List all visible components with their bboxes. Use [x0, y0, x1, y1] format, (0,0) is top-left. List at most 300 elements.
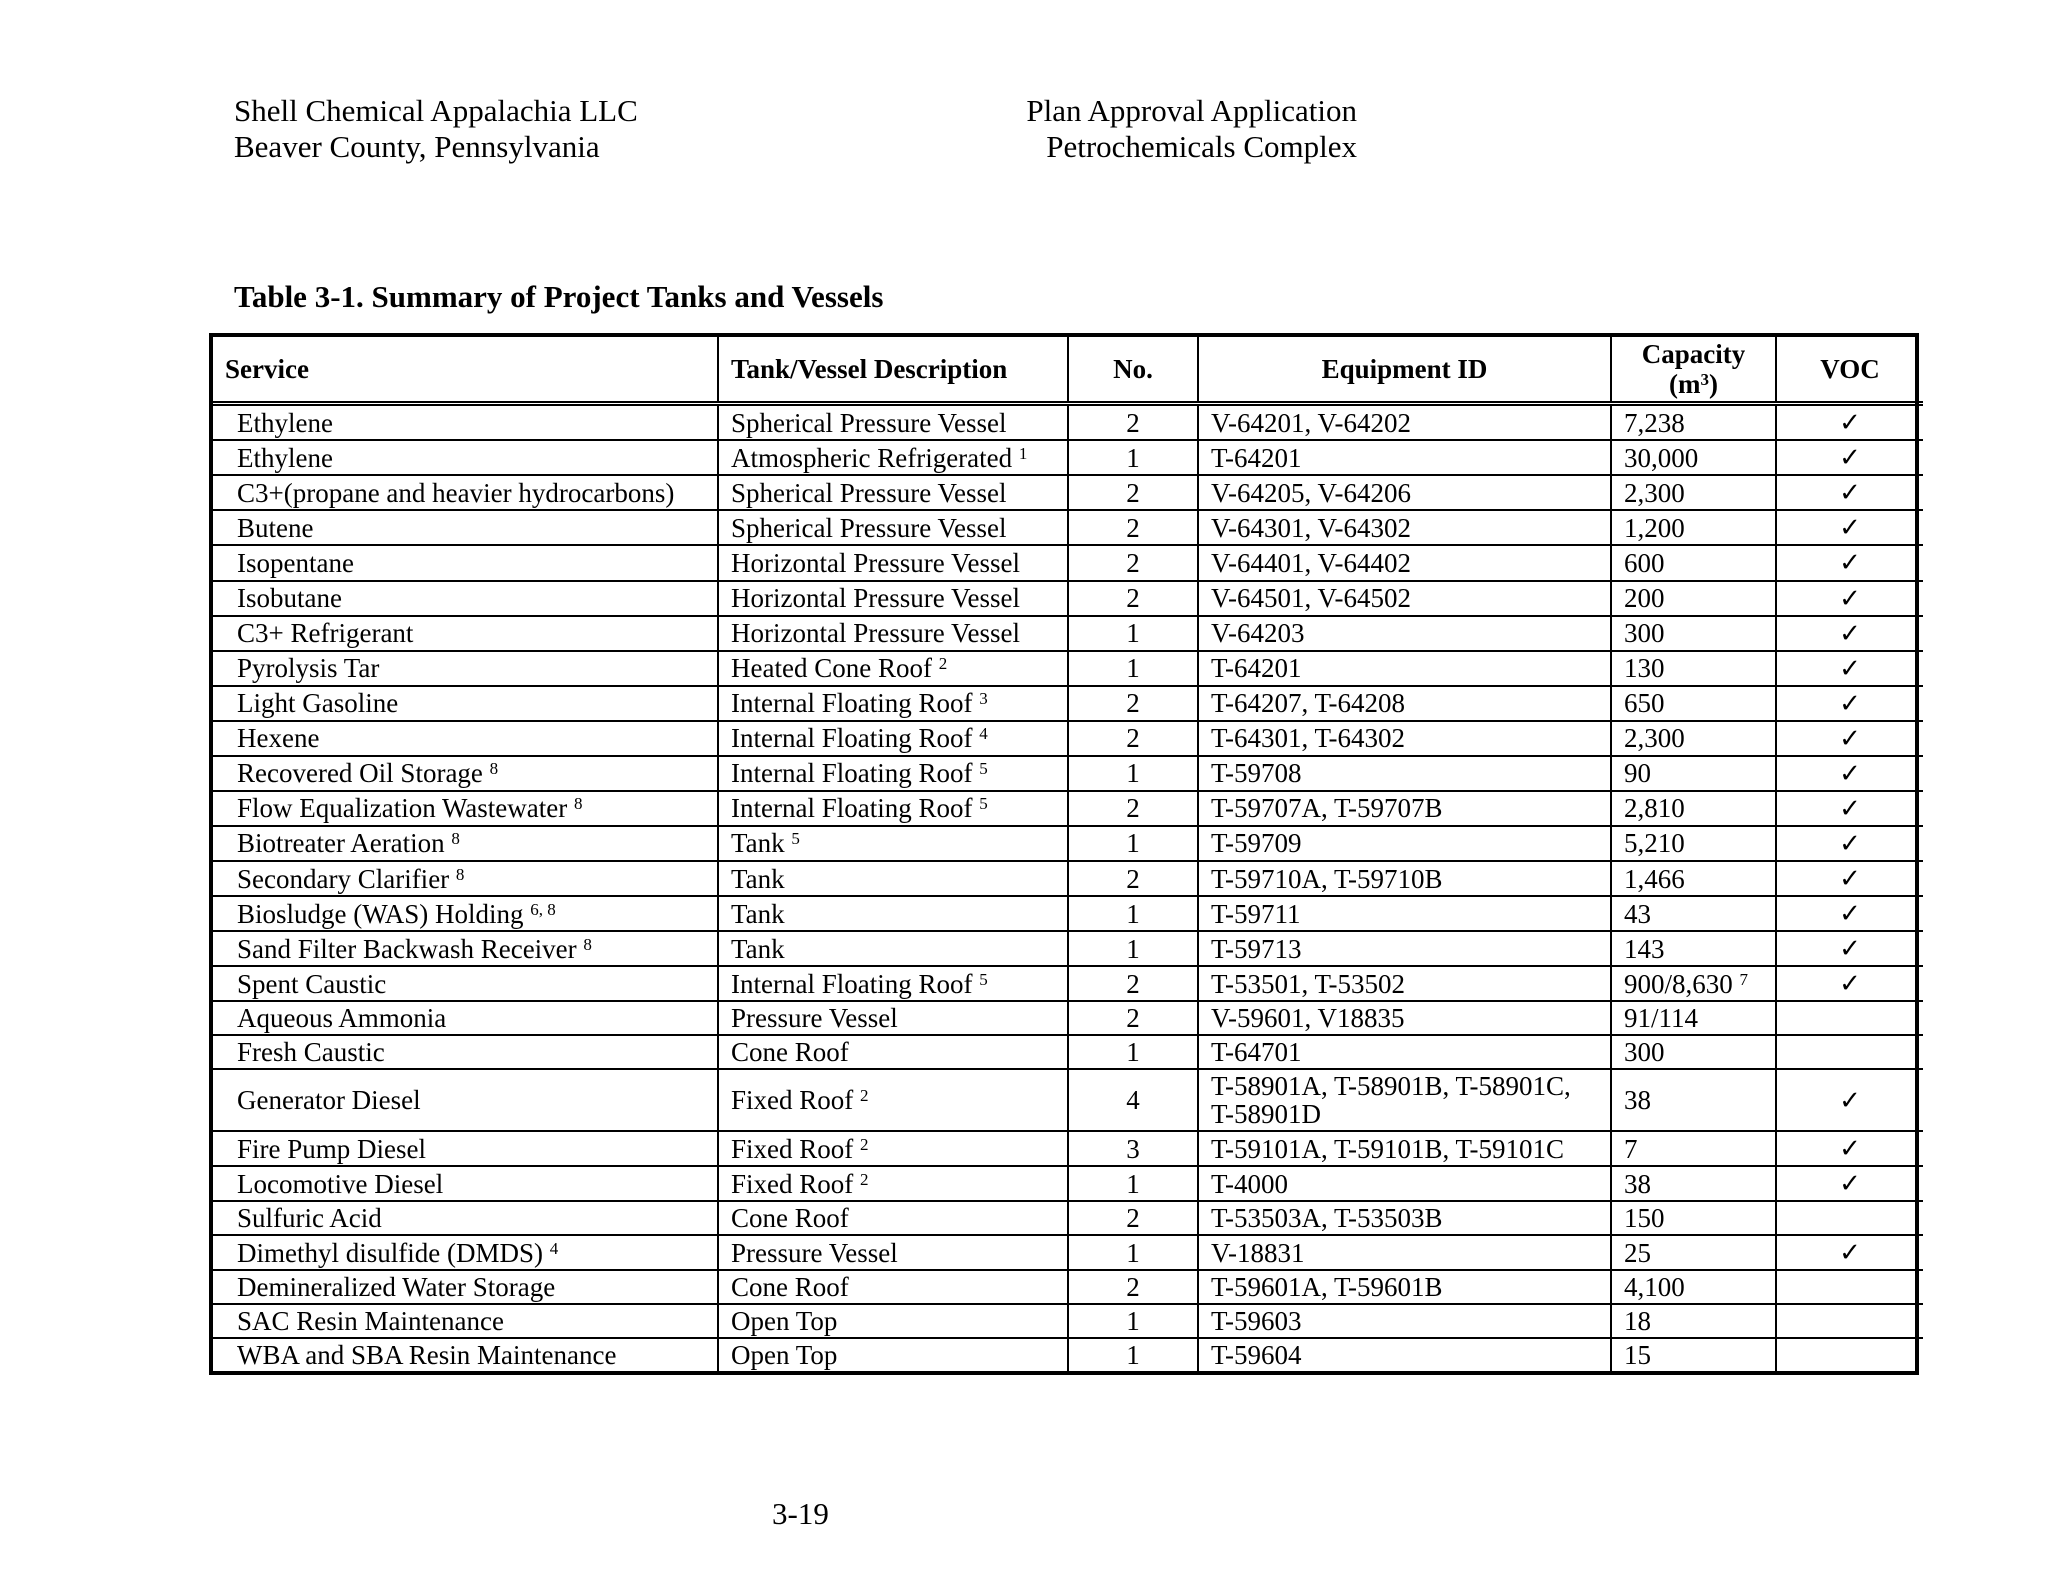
cell-description-text: Tank [731, 828, 785, 859]
cell-capacity [1611, 1201, 1776, 1235]
table-row [213, 896, 1923, 931]
cell-equipment-id [1198, 440, 1611, 475]
cell-equipment-id [1198, 861, 1611, 896]
cell-capacity [1611, 1069, 1776, 1131]
cell-equipment-id [1198, 404, 1611, 441]
voc-check-icon: ✓ [1839, 688, 1861, 719]
cell-service [213, 404, 718, 441]
cell-description [718, 1069, 1068, 1131]
cell-description-text: Tank [731, 933, 785, 964]
cell-capacity [1611, 756, 1776, 791]
cell-capacity-text: 25 [1624, 1237, 1651, 1268]
table-row [213, 966, 1923, 1001]
cell-no-text: 1 [1126, 653, 1140, 684]
cell-equipment-id-text: V-64203 [1211, 618, 1305, 649]
table-row [213, 1270, 1923, 1304]
cell-service-text: Demineralized Water Storage [237, 1272, 556, 1303]
footnote-marker: 7 [1739, 969, 1749, 989]
cell-equipment-id [1198, 1035, 1611, 1069]
cell-description [718, 545, 1068, 580]
cell-voc [1776, 966, 1923, 1001]
table-row [213, 510, 1923, 545]
cell-equipment-id [1198, 1001, 1611, 1035]
cell-no [1068, 966, 1198, 1001]
cell-equipment-id-text: T-59710A, T-59710B [1211, 863, 1443, 894]
page-number: 3-19 [772, 1496, 829, 1531]
cell-voc [1776, 686, 1923, 721]
cell-equipment-id-text: T-59709 [1211, 828, 1302, 859]
cell-service [213, 686, 718, 721]
cell-voc [1776, 1338, 1923, 1371]
cell-description [718, 1235, 1068, 1270]
voc-check-icon: ✓ [1839, 618, 1861, 649]
cell-description-text: Spherical Pressure Vessel [731, 512, 1007, 543]
cell-service-text: Recovered Oil Storage [237, 758, 483, 789]
cell-voc [1776, 1001, 1923, 1035]
cell-capacity [1611, 791, 1776, 826]
cell-no-text: 1 [1126, 618, 1140, 649]
header-right [1000, 93, 1357, 165]
cell-no [1068, 404, 1198, 441]
cell-equipment-id [1198, 1069, 1611, 1131]
column-header-equipment-id: Equipment ID [1198, 337, 1611, 404]
cell-capacity [1611, 1166, 1776, 1201]
cell-voc [1776, 475, 1923, 510]
cell-description-text: Horizontal Pressure Vessel [731, 618, 1020, 649]
footnote-marker: 5 [979, 794, 988, 814]
voc-check-icon: ✓ [1839, 1169, 1861, 1200]
cell-service [213, 1270, 718, 1304]
cell-service [213, 1235, 718, 1270]
cell-no-text: 1 [1126, 828, 1140, 859]
cell-capacity-text: 5,210 [1624, 828, 1685, 859]
cell-no-text: 2 [1126, 863, 1140, 894]
capacity-label: Capacity [1641, 339, 1746, 369]
cell-service [213, 1338, 718, 1371]
cell-equipment-id-text: V-18831 [1211, 1237, 1305, 1268]
cell-no [1068, 651, 1198, 686]
table-row [213, 440, 1923, 475]
cell-capacity-text: 90 [1624, 758, 1651, 789]
cell-description [718, 616, 1068, 651]
cell-capacity-text: 7 [1624, 1133, 1638, 1164]
table-body [213, 404, 1923, 1372]
voc-check-icon: ✓ [1839, 899, 1861, 930]
cell-voc [1776, 1304, 1923, 1338]
cell-no [1068, 861, 1198, 896]
table-row [213, 1035, 1923, 1069]
cell-no-text: 4 [1126, 1085, 1140, 1116]
cell-voc [1776, 931, 1923, 966]
cell-no [1068, 1001, 1198, 1035]
table-row [213, 791, 1923, 826]
cell-voc [1776, 581, 1923, 616]
footnote-marker: 8 [489, 759, 499, 779]
cell-no [1068, 686, 1198, 721]
cell-equipment-id-text: T-59603 [1211, 1306, 1302, 1337]
cell-description [718, 581, 1068, 616]
cell-service-text: Sand Filter Backwash Receiver [237, 933, 577, 964]
table-row [213, 1338, 1923, 1371]
cell-no-text: 2 [1126, 723, 1140, 754]
cell-no-text: 1 [1126, 933, 1140, 964]
cell-no-text: 1 [1126, 1237, 1140, 1268]
cell-capacity-text: 1,200 [1624, 512, 1685, 543]
cell-no-text: 3 [1126, 1133, 1140, 1164]
cell-capacity-text: 7,238 [1624, 407, 1685, 438]
cell-capacity-text: 130 [1624, 653, 1665, 684]
cell-description [718, 1131, 1068, 1166]
cell-description [718, 686, 1068, 721]
cell-description-text: Cone Roof [731, 1037, 849, 1068]
cell-capacity-text: 38 [1624, 1168, 1651, 1199]
cell-description [718, 440, 1068, 475]
voc-check-icon: ✓ [1839, 828, 1861, 859]
cell-equipment-id-text: T-64301, T-64302 [1211, 723, 1406, 754]
cell-capacity [1611, 1035, 1776, 1069]
cell-description [718, 826, 1068, 861]
voc-check-icon: ✓ [1839, 548, 1861, 579]
cell-capacity [1611, 510, 1776, 545]
cell-description [718, 931, 1068, 966]
cell-service-text: Isopentane [237, 547, 354, 578]
cell-service-text: Ethylene [237, 407, 333, 438]
cell-no-text: 2 [1126, 968, 1140, 999]
cell-capacity [1611, 1001, 1776, 1035]
cell-capacity-text: 2,300 [1624, 477, 1685, 508]
cell-service-text: C3+ Refrigerant [237, 618, 414, 649]
cell-equipment-id [1198, 1201, 1611, 1235]
cell-equipment-id-text: T-59101A, T-59101B, T-59101C [1211, 1133, 1565, 1164]
cell-description-text: Spherical Pressure Vessel [731, 477, 1007, 508]
table-row [213, 616, 1923, 651]
cell-voc [1776, 756, 1923, 791]
table-row [213, 1235, 1923, 1270]
cell-service-text: Fire Pump Diesel [237, 1133, 426, 1164]
cell-equipment-id-text: T-64207, T-64208 [1211, 688, 1406, 719]
cell-service-text: Fresh Caustic [237, 1037, 385, 1068]
cell-service-text: Butene [237, 512, 314, 543]
cell-service-text: Light Gasoline [237, 688, 399, 719]
cell-service [213, 510, 718, 545]
cell-equipment-id [1198, 545, 1611, 580]
footnote-marker: 2 [938, 654, 948, 674]
cell-capacity [1611, 1270, 1776, 1304]
cell-capacity-text: 650 [1624, 688, 1665, 719]
cell-service [213, 896, 718, 931]
cell-capacity-text: 2,810 [1624, 793, 1685, 824]
cell-description [718, 896, 1068, 931]
cell-voc [1776, 1069, 1923, 1131]
voc-check-icon: ✓ [1839, 513, 1861, 544]
capacity-unit: (m [1669, 369, 1701, 399]
cell-voc [1776, 545, 1923, 580]
cell-description-text: Fixed Roof [731, 1085, 854, 1116]
footnote-marker: 8 [583, 934, 592, 954]
table-row [213, 686, 1923, 721]
cell-no [1068, 826, 1198, 861]
voc-check-icon: ✓ [1839, 583, 1861, 614]
cell-description-text: Fixed Roof [731, 1133, 854, 1164]
cell-description-text: Spherical Pressure Vessel [731, 407, 1007, 438]
table-row [213, 1001, 1923, 1035]
cell-description-text: Pressure Vessel [731, 1237, 898, 1268]
cell-description-text: Cone Roof [731, 1272, 849, 1303]
document-title: Plan Approval Application [1026, 93, 1357, 128]
voc-check-icon: ✓ [1839, 723, 1861, 754]
cell-service [213, 756, 718, 791]
cell-no [1068, 1235, 1198, 1270]
cell-description [718, 1338, 1068, 1371]
cell-service-text: C3+(propane and heavier hydrocarbons) [237, 477, 675, 508]
footnote-marker: 1 [1018, 443, 1028, 463]
table-row [213, 545, 1923, 580]
footnote-marker: 2 [860, 1134, 869, 1154]
cell-capacity [1611, 686, 1776, 721]
column-header-no: No. [1068, 337, 1198, 404]
cell-no [1068, 1304, 1198, 1338]
cell-voc [1776, 1035, 1923, 1069]
table-row [213, 1166, 1923, 1201]
cell-capacity [1611, 861, 1776, 896]
cell-description-text: Horizontal Pressure Vessel [731, 547, 1020, 578]
cell-voc [1776, 721, 1923, 756]
cell-equipment-id [1198, 931, 1611, 966]
cell-voc [1776, 651, 1923, 686]
cell-equipment-id [1198, 896, 1611, 931]
cell-voc [1776, 896, 1923, 931]
cell-equipment-id-text: T-4000 [1211, 1168, 1289, 1199]
cell-no-text: 2 [1126, 547, 1140, 578]
voc-check-icon: ✓ [1839, 934, 1861, 965]
cell-capacity [1611, 581, 1776, 616]
cell-service [213, 475, 718, 510]
footnote-marker: 3 [979, 689, 988, 709]
cell-service [213, 861, 718, 896]
cell-no-text: 2 [1126, 1272, 1140, 1303]
cell-no [1068, 791, 1198, 826]
cell-capacity [1611, 896, 1776, 931]
cell-no [1068, 545, 1198, 580]
table-row [213, 475, 1923, 510]
cell-capacity [1611, 440, 1776, 475]
cell-service-text: Pyrolysis Tar [237, 653, 380, 684]
cell-equipment-id-text: V-64401, V-64402 [1211, 547, 1412, 578]
table-row [213, 1304, 1923, 1338]
cell-equipment-id [1198, 1338, 1611, 1371]
cell-voc [1776, 791, 1923, 826]
cell-equipment-id [1198, 616, 1611, 651]
cell-description [718, 721, 1068, 756]
voc-check-icon: ✓ [1839, 408, 1861, 439]
cell-capacity-text: 43 [1624, 898, 1651, 929]
table-row [213, 581, 1923, 616]
company-name: Shell Chemical Appalachia LLC [234, 93, 638, 128]
cell-no-text: 1 [1126, 898, 1140, 929]
cell-equipment-id [1198, 1270, 1611, 1304]
cell-service-text: Secondary Clarifier [237, 863, 450, 894]
cell-equipment-id [1198, 721, 1611, 756]
cell-service [213, 581, 718, 616]
cell-no [1068, 616, 1198, 651]
cell-no-text: 2 [1126, 793, 1140, 824]
cell-equipment-id-text: T-64201 [1211, 653, 1302, 684]
cell-capacity-text: 2,300 [1624, 723, 1685, 754]
cell-description [718, 1001, 1068, 1035]
cell-service [213, 826, 718, 861]
cell-service-text: Generator Diesel [237, 1085, 421, 1116]
cell-capacity-text: 30,000 [1624, 442, 1699, 473]
cell-service-text: Spent Caustic [237, 968, 387, 999]
cell-description-text: Tank [731, 898, 785, 929]
cell-service-text: SAC Resin Maintenance [237, 1306, 504, 1337]
cell-equipment-id [1198, 686, 1611, 721]
cell-equipment-id-text: V-64201, V-64202 [1211, 407, 1412, 438]
voc-check-icon: ✓ [1839, 864, 1861, 895]
capacity-unit-exponent: 3 [1700, 370, 1709, 389]
cell-equipment-id-text: T-53501, T-53502 [1211, 968, 1406, 999]
table-row [213, 1201, 1923, 1235]
table-row [213, 826, 1923, 861]
cell-capacity-text: 300 [1624, 618, 1665, 649]
cell-no-text: 1 [1126, 1037, 1140, 1068]
cell-equipment-id [1198, 1304, 1611, 1338]
cell-service-text: Locomotive Diesel [237, 1168, 444, 1199]
footnote-marker: 4 [549, 1238, 559, 1258]
cell-equipment-id-text: T-64201 [1211, 442, 1302, 473]
cell-no [1068, 1131, 1198, 1166]
header-left [234, 93, 638, 165]
cell-description [718, 510, 1068, 545]
cell-description-text: Heated Cone Roof [731, 653, 932, 684]
cell-equipment-id [1198, 1131, 1611, 1166]
cell-voc [1776, 1270, 1923, 1304]
cell-no [1068, 756, 1198, 791]
footnote-marker: 5 [791, 829, 800, 849]
column-header-service: Service [213, 337, 718, 404]
voc-check-icon: ✓ [1839, 793, 1861, 824]
cell-service-text: Biosludge (WAS) Holding [237, 898, 524, 929]
cell-service [213, 616, 718, 651]
tanks-table [213, 337, 1923, 1371]
voc-check-icon: ✓ [1839, 969, 1861, 1000]
cell-description [718, 475, 1068, 510]
cell-no [1068, 1201, 1198, 1235]
column-header-capacity [1611, 337, 1776, 404]
cell-equipment-id-text: T-59707A, T-59707B [1211, 793, 1443, 824]
cell-equipment-id [1198, 651, 1611, 686]
cell-description [718, 966, 1068, 1001]
voc-check-icon: ✓ [1839, 758, 1861, 789]
cell-service [213, 1001, 718, 1035]
cell-description [718, 404, 1068, 441]
cell-equipment-id-text: T-59601A, T-59601B [1211, 1272, 1443, 1303]
cell-description-text: Tank [731, 863, 785, 894]
cell-capacity [1611, 475, 1776, 510]
cell-capacity-text: 143 [1624, 933, 1665, 964]
cell-description-text: Open Top [731, 1340, 838, 1371]
table-title: Table 3-1. Summary of Project Tanks and Vessels [234, 279, 884, 314]
cell-capacity-text: 15 [1624, 1340, 1651, 1371]
cell-service [213, 721, 718, 756]
cell-description-text: Fixed Roof [731, 1168, 854, 1199]
cell-voc [1776, 1131, 1923, 1166]
cell-equipment-id [1198, 1166, 1611, 1201]
cell-no [1068, 1166, 1198, 1201]
table-row [213, 931, 1923, 966]
table-row [213, 1131, 1923, 1166]
cell-service [213, 791, 718, 826]
cell-capacity [1611, 1131, 1776, 1166]
cell-equipment-id [1198, 581, 1611, 616]
cell-capacity-text: 600 [1624, 547, 1665, 578]
cell-no-text: 1 [1126, 442, 1140, 473]
table-row [213, 861, 1923, 896]
footnote-marker: 8 [455, 864, 465, 884]
voc-check-icon: ✓ [1839, 1085, 1861, 1116]
cell-description [718, 1304, 1068, 1338]
cell-capacity-text: 38 [1624, 1085, 1651, 1116]
cell-service [213, 1166, 718, 1201]
cell-equipment-id [1198, 510, 1611, 545]
cell-description [718, 651, 1068, 686]
cell-no-text: 2 [1126, 1203, 1140, 1234]
cell-no [1068, 931, 1198, 966]
cell-capacity [1611, 1304, 1776, 1338]
cell-description-text: Internal Floating Roof [731, 688, 973, 719]
cell-equipment-id [1198, 826, 1611, 861]
footnote-marker: 2 [860, 1169, 869, 1189]
cell-capacity-text: 4,100 [1624, 1272, 1685, 1303]
cell-equipment-id [1198, 791, 1611, 826]
voc-check-icon: ✓ [1839, 443, 1861, 474]
footnote-marker: 4 [979, 724, 988, 744]
cell-equipment-id [1198, 756, 1611, 791]
cell-voc [1776, 1201, 1923, 1235]
cell-equipment-id [1198, 475, 1611, 510]
cell-service-text: Hexene [237, 723, 320, 754]
cell-description [718, 1035, 1068, 1069]
cell-service [213, 931, 718, 966]
cell-capacity [1611, 545, 1776, 580]
cell-voc [1776, 1235, 1923, 1270]
cell-no [1068, 510, 1198, 545]
cell-no-text: 1 [1126, 1340, 1140, 1371]
cell-no-text: 2 [1126, 477, 1140, 508]
voc-check-icon: ✓ [1839, 653, 1861, 684]
footnote-marker: 2 [860, 1086, 869, 1106]
cell-service [213, 1131, 718, 1166]
column-header-voc: VOC [1776, 337, 1923, 404]
cell-description-text: Pressure Vessel [731, 1003, 898, 1034]
cell-no-text: 2 [1126, 688, 1140, 719]
cell-description [718, 1166, 1068, 1201]
cell-no [1068, 1270, 1198, 1304]
cell-voc [1776, 826, 1923, 861]
cell-description-text: Atmospheric Refrigerated [731, 442, 1013, 473]
cell-capacity-text: 200 [1624, 583, 1665, 614]
cell-description-text: Open Top [731, 1306, 838, 1337]
cell-no [1068, 1069, 1198, 1131]
cell-equipment-id-text: T-59713 [1211, 933, 1302, 964]
cell-service-text: Aqueous Ammonia [237, 1003, 447, 1034]
column-header-description: Tank/Vessel Description [718, 337, 1068, 404]
cell-description [718, 861, 1068, 896]
cell-no [1068, 581, 1198, 616]
cell-capacity-text: 91/114 [1624, 1003, 1698, 1034]
footnote-marker: 8 [574, 794, 583, 814]
cell-capacity [1611, 721, 1776, 756]
